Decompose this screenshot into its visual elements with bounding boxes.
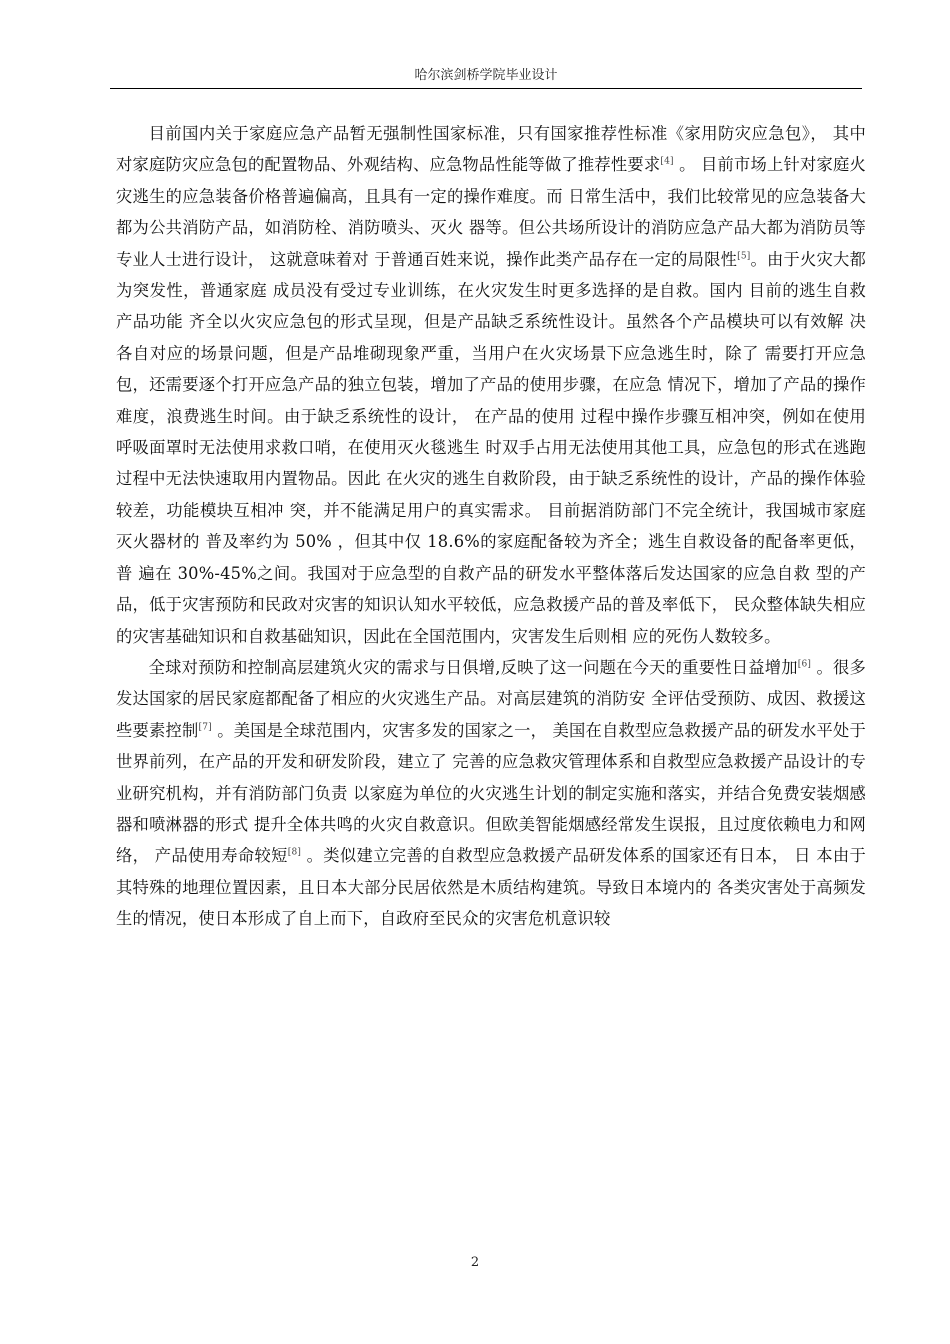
paragraph-text: 。 目前市场上针对家庭火灾逃生的应急装备价格普遍偏高，且具有一定的操作难度。而 日常生活中，我们比较常见的应急装备大都为公共消防产品，如消防栓、消防喷头、灭火 器等。但公共场所设计的消防应急产品大都为消防员等专业人士进行设计， 这就意味着对 于普通百姓来说，操作此类产品存在一定的局限性 [116, 155, 866, 269]
header-divider [110, 88, 862, 89]
citation-7: [7] [198, 722, 212, 733]
citation-5: [5] [737, 251, 751, 262]
body-text [116, 118, 866, 935]
paragraph-text: 。由于火灾大都为突发性，普通家庭 成员没有受过专业训练，在火灾发生时更多选择的是自救。国内 目前的逃生自救产品功能 齐全以火灾应急包的形式呈现，但是产品缺乏系统性设计。虽然各个产品模块可以有效解 决各自对应的场景问题，但是产品堆砌现象严重，当用户在火灾场景下应急逃生时，除了 需要打开应急包，还需要逐个打开应急产品的独立包装，增加了产品的使用步骤，在应急 情况下，增加了产品的操作难度，浪费逃生时间。由于缺乏系统性的设计， 在产品的使用 过程中操作步骤互相冲突，例如在使用呼吸面罩时无法使用求救口哨，在使用灭火毯逃生 时双手占用无法使用其他工具，应急包的形式在逃跑过程中无法快速取用内置物品。因此 在火灾的逃生自救阶段，由于缺乏系统性的设计，产品的操作体验较差，功能模块互相冲 突，并不能满足用户的真实需求。 目前据消防部门不完全统计，我国城市家庭灭火器材的 普及率约为 50% ，但其中仅 18.6%的家庭配备较为齐全；逃生自救设备的配备率更低，普 遍在 30%-45%之间。我国对于应急型的自救产品的研发水平整体落后发达国家的应急自救 型的产品，低于灾害预防和民政对灾害的知识认知水平较低，应急救援产品的普及率低下， 民众整体缺失相应的灾害基础知识和自救基础知识，因此在全国范围内，灾害发生后则相 应的死伤人数较多。 [116, 249, 867, 646]
paragraph-1 [116, 118, 866, 652]
citation-4: [4] [660, 156, 674, 167]
paragraph-text: 目前国内关于家庭应急产品暂无强制性国家标准，只有国家推荐性标准《家用防灾应急包》， 其中对家庭防灾应急包的配置物品、外观结构、应急物品性能等做了推荐性要求 [116, 124, 866, 175]
paragraph-text: 。类似建立完善的自救型应急救援产品研发体系的国家还有日本， 日 本由于其特殊的地理位置因素，且日本大部分民居依然是木质结构建筑。导致日本境内的 各类灾害处于高频发生的情况，使日本形成了自上而下，自政府至民众的灾害危机意识较 [116, 846, 866, 929]
paragraph-text: 。美国是全球范围内，灾害多发的国家之一， 美国在自救型应急救援产品的研发水平处于世界前列，在产品的开发和研发阶段，建立了 完善的应急救灾管理体系和自救型应急救援产品设计的专业研究机构，并有消防部门负责 以家庭为单位的火灾逃生计划的制定实施和落实，并结合免费安装烟感器和喷淋器的形式 提升全体共鸣的火灾自救意识。但欧美智能烟感经常发生误报，且过度依赖电力和网络， 产品使用寿命较短 [116, 720, 866, 866]
citation-8: [8] [287, 847, 302, 858]
paragraph-2 [116, 652, 866, 935]
paragraph-text: 全球对预防和控制高层建筑火灾的需求与日俱增,反映了这一问题在今天的重要性日益增加 [148, 657, 798, 677]
paragraph-text: 。很多发达国家的居民家庭都配备了相应的火灾逃生产品。对高层建筑的消防安 全评估受预防、成因、救援这些要素控制 [116, 657, 866, 740]
page-number: 2 [470, 1255, 480, 1270]
citation-6: [6] [797, 659, 812, 670]
page-header-title: 哈尔滨剑桥学院毕业设计 [414, 68, 558, 83]
